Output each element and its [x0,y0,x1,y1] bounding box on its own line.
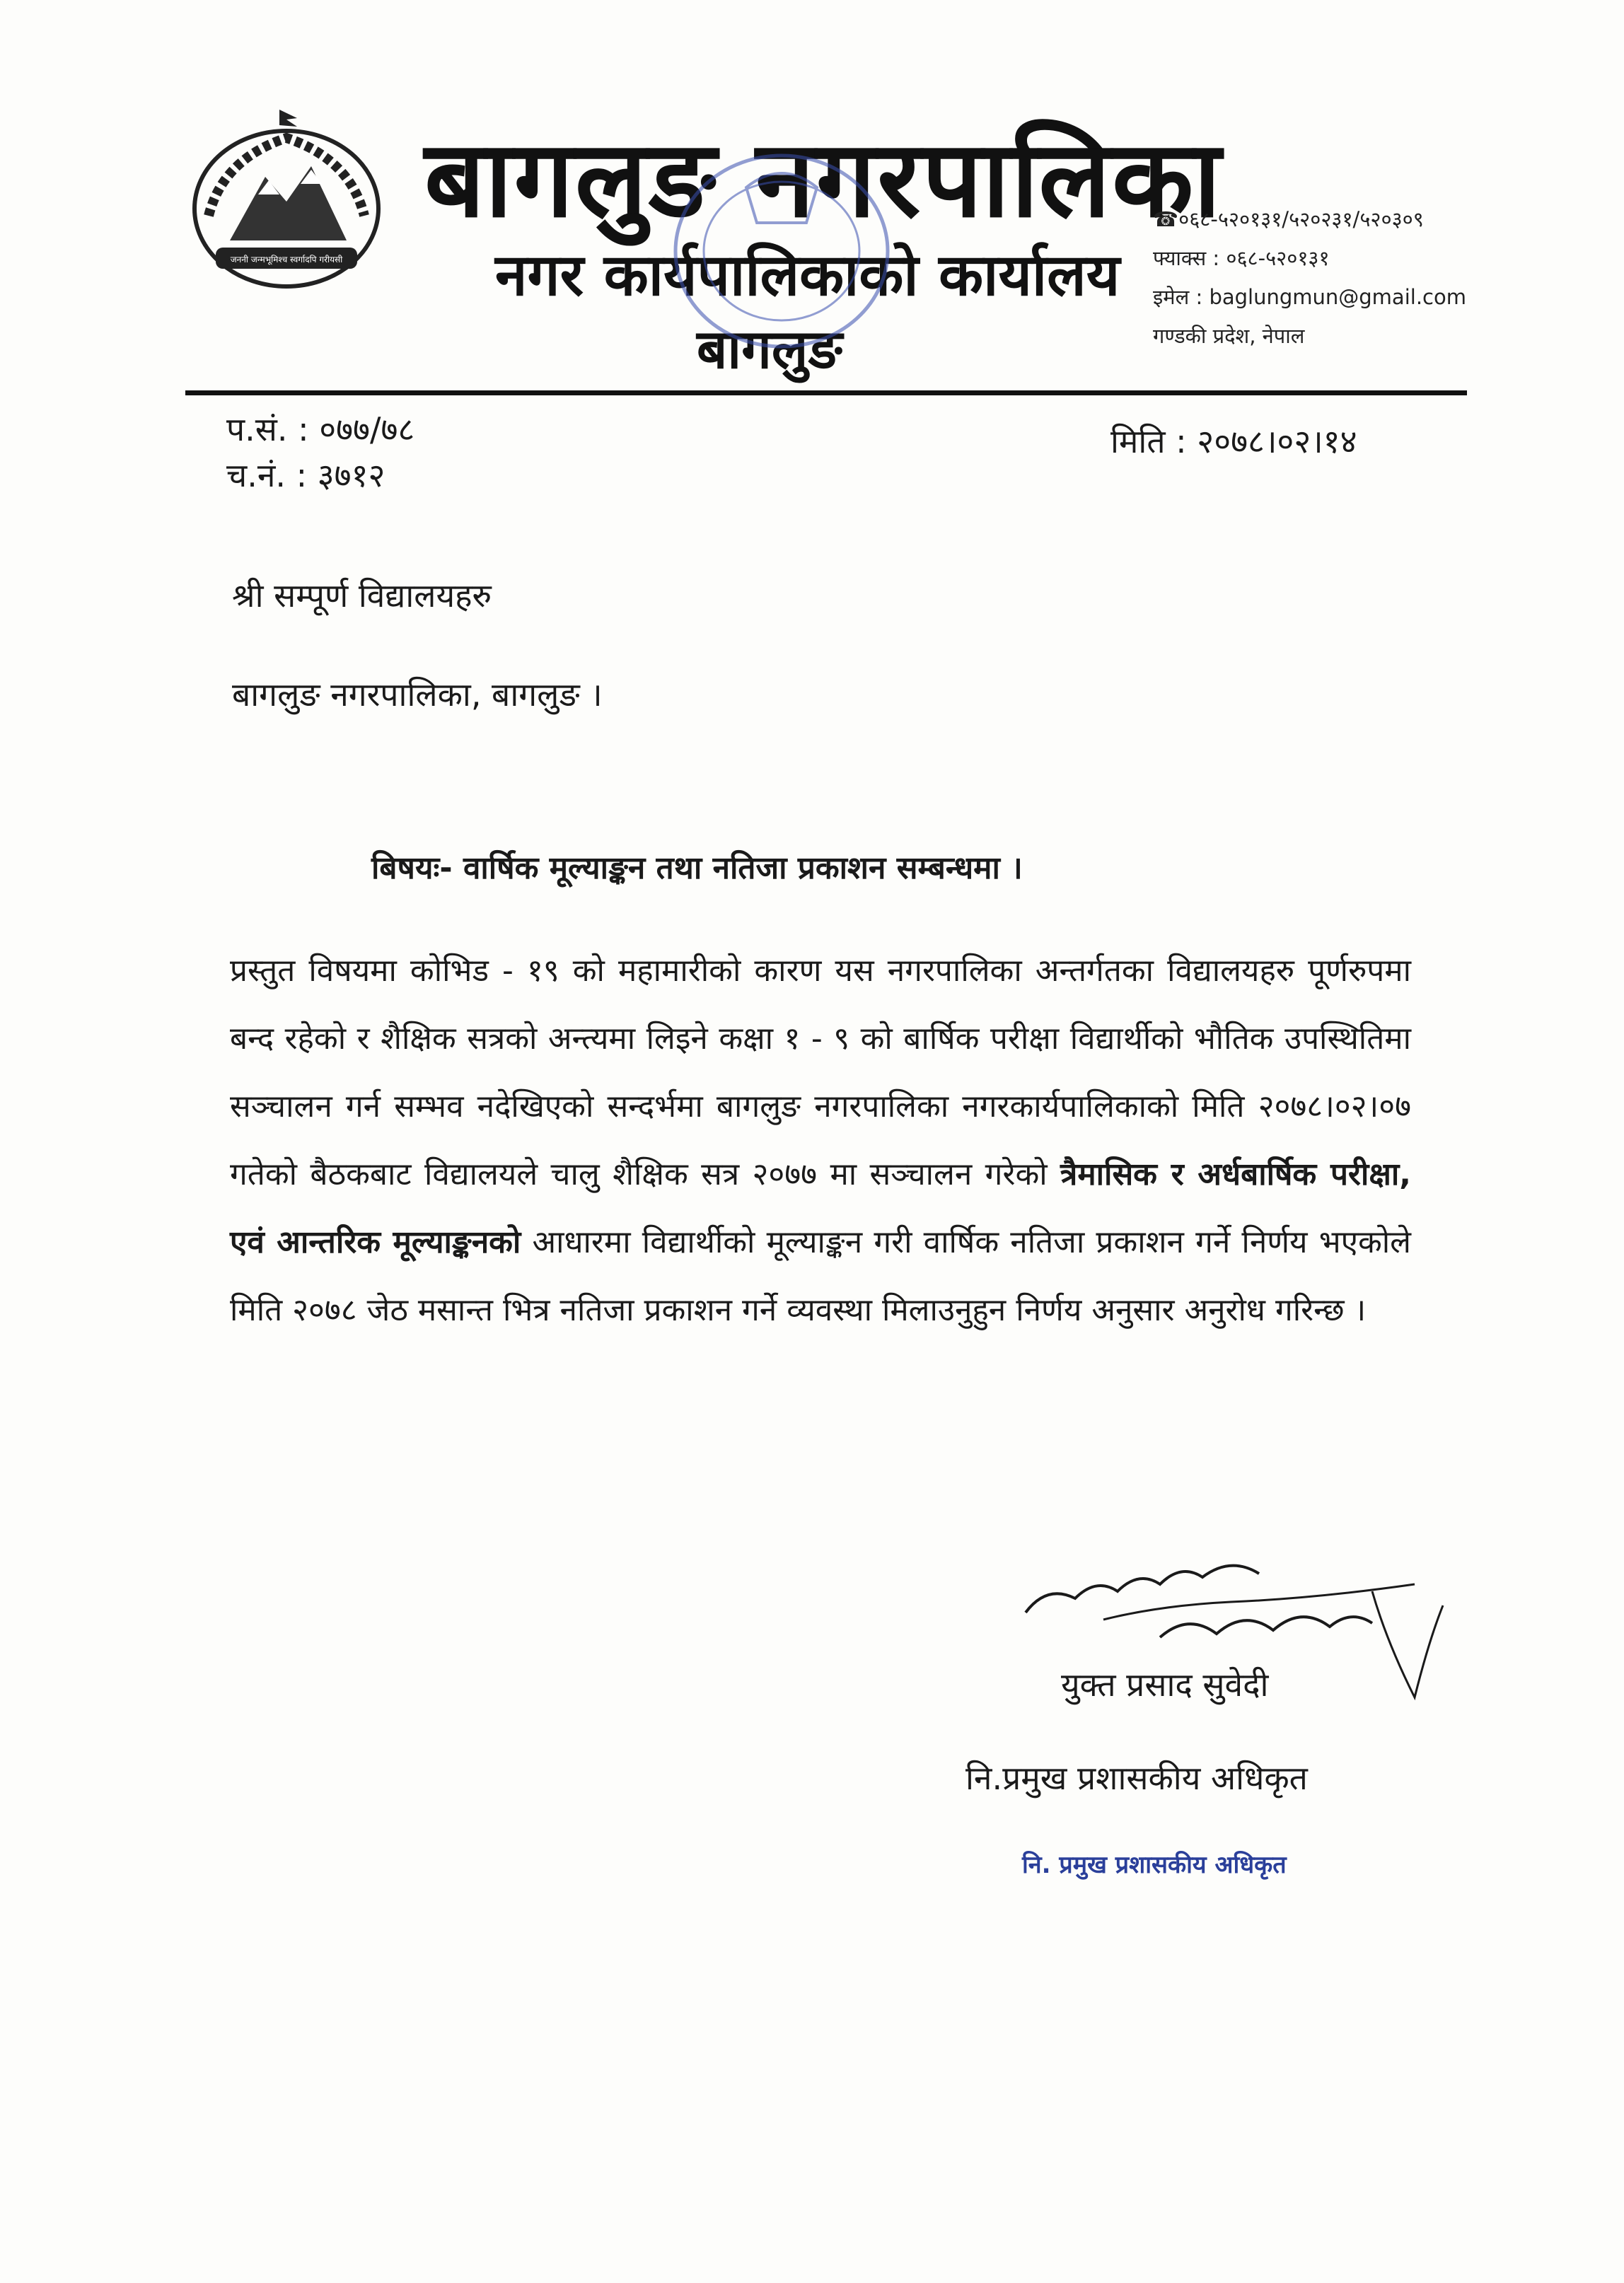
contact-address: गण्डकी प्रदेश, नेपाल [1153,324,1305,348]
recipient-line-1: श्री सम्पूर्ण विद्यालयहरु [232,576,492,615]
reference-number: प.सं. : ०७७/७८ [226,410,415,448]
body-text-bold: त्रैमासिक र अर्धबार्षिक परीक्षा, एवं आन्तरिक मूल्याङ्कनको [230,1156,1411,1260]
signer-name: युक्त प्रसाद सुवेदी [1061,1666,1269,1704]
body-text-1: प्रस्तुत विषयमा कोभिड - १९ को महामारीको कारण यस नगरपालिका अन्तर्गतका विद्यालयहरु पूर्णरुपमा बन्द रहेको र शैक्षिक सत्रको अन्त्यमा लिइने कक्षा १ - ९ को बार्षिक परीक्षा विद्यार्थीको भौतिक उपस्थितिमा सञ्चालन गर्न सम्भव नदेखिएको सन्दर्भमा बागलुङ नगरपालिका नगरकार्यपालिकाको मिति २०७८।०२।०७ गतेको बैठकबाट विद्यालयले चालु शैक्षिक सत्र २०७७ मा सञ्चालन गरेको [230,953,1411,1192]
office-location: बागलुङ [697,318,842,380]
contact-phone: ☎०६८-५२०१३१/५२०२३१/५२०३०९ [1153,207,1424,231]
signer-designation: नि.प्रमुख प्रशासकीय अधिकृत [965,1759,1308,1797]
contact-fax: फ्याक्स : ०६८-५२०१३१ [1153,246,1330,270]
nepal-emblem-icon [180,110,393,301]
body-text-2: आधारमा विद्यार्थीको मूल्याङ्कन गरी वार्षिक नतिजा प्रकाशन गर्ने निर्णय भएकोले मिति २०७८ जेठ मसान्त भित्र नतिजा प्रकाशन गर्ने व्यवस्था मिलाउनुहुन निर्णय अनुसार अनुरोध गरिन्छ । [230,1224,1412,1328]
dispatch-number: च.नं. : ३७१२ [226,456,385,494]
svg-text:जननी जन्मभूमिश्च स्वर्गादपि गर: जननी जन्मभूमिश्च स्वर्गादपि गरीयसी [230,255,343,265]
letter-date: मिति : २०७८।०२।१४ [1110,422,1357,460]
office-subtitle: नगर कार्यपालिकाको कार्यालय [495,242,1120,309]
designation-seal: नि. प्रमुख प्रशासकीय अधिकृत [1022,1851,1287,1879]
header-divider [185,390,1467,395]
letter-subject: बिषयः- वार्षिक मूल्याङ्कन तथा नतिजा प्रकाशन सम्बन्धमा । [371,850,1023,886]
contact-email: इमेल : baglungmun@gmail.com [1153,285,1466,309]
office-stamp-icon [665,145,898,357]
letter-body [230,937,1411,1344]
office-title: बागलुङ नगरपालिका [424,118,1223,241]
recipient-line-2: बागलुङ नगरपालिका, बागलुङ । [232,675,603,714]
